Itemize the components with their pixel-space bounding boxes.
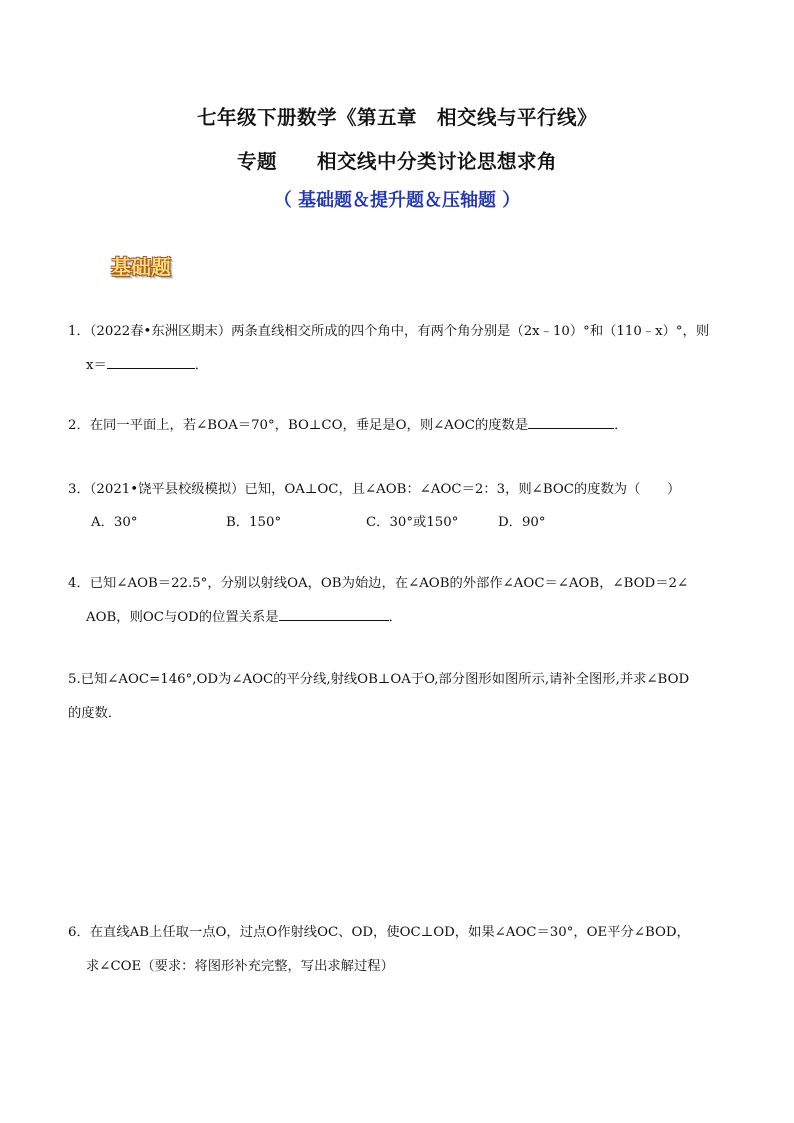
question-5 <box>68 663 738 731</box>
question-2-line-1 <box>68 409 738 443</box>
answer-blank-2[interactable] <box>528 414 614 429</box>
question-6-line-2 <box>68 950 738 984</box>
question-6-line-1-text: 在直线AB上任取一点O，过点O作射线OC、OD，使OC⊥OD，如果∠AOC＝30°，OE平分∠BOD， <box>89 925 690 940</box>
document-title: 七年级下册数学《第五章 相交线与平行线》 <box>196 106 597 129</box>
question-2-text: 在同一平面上，若∠BOA＝70°，BO⊥CO，垂足是O，则∠AOC的度数是 <box>89 418 529 433</box>
answer-blank-4[interactable] <box>279 606 389 621</box>
question-4-line-1-text: 已知∠AOB＝22.5°，分别以射线OA，OB为始边，在∠AOB的外部作∠AOC＝∠AOB，∠BOD＝2∠ <box>89 576 689 591</box>
question-3-number: 3． <box>68 482 90 497</box>
question-4-line-2 <box>68 601 738 635</box>
question-3-text: （2021•饶平县校级模拟）已知，OA⊥OC，且∠AOB：∠AOC＝2：3，则∠BOC的度数为（ ） <box>89 482 681 497</box>
option-d[interactable]: D．90° <box>498 515 546 530</box>
question-5-number: 5. <box>68 672 81 687</box>
option-a[interactable]: A．30° <box>91 515 138 530</box>
question-4-line-1 <box>68 567 738 601</box>
option-b[interactable]: B．150° <box>226 515 282 530</box>
question-6-line-1 <box>68 916 738 950</box>
question-1-line-2 <box>68 349 738 383</box>
question-1-number: 1． <box>68 324 90 339</box>
question-1 <box>68 315 738 383</box>
question-6-line-2-text: 求∠COE（要求：将图形补充完整，写出求解过程） <box>86 959 394 974</box>
question-2-number: 2． <box>68 418 90 433</box>
question-3-line-1 <box>68 473 738 507</box>
question-1-answer-prefix: x＝ <box>86 358 107 373</box>
question-5-line-2 <box>68 697 738 731</box>
section-badge-basic: 基础题 <box>111 255 171 279</box>
question-4-line-2-text: AOB，则OC与OD的位置关系是 <box>86 610 279 625</box>
question-3 <box>68 473 738 507</box>
question-1-end: ． <box>194 358 209 373</box>
question-4-number: 4． <box>68 576 90 591</box>
question-2-end: ． <box>614 418 628 433</box>
document-subtitle: 专题 相交线中分类讨论思想求角 <box>236 150 557 173</box>
answer-blank-1[interactable] <box>107 354 195 369</box>
question-4-end: ． <box>388 610 402 625</box>
question-5-line-1 <box>68 663 738 697</box>
question-1-text: （2022春•东洲区期末）两条直线相交所成的四个角中，有两个角分别是（2x﹣10）°和（110﹣x）°，则 <box>89 324 710 339</box>
question-5-line-1-text: 已知∠AOC=146°,OD为∠AOC的平分线,射线OB⊥OA于O,部分图形如图所示,请补全图形,并求∠BOD <box>80 672 690 687</box>
question-5-line-2-text: 的度数． <box>68 706 122 721</box>
question-4 <box>68 567 738 635</box>
difficulty-levels: （ 基础题＆提升题＆压轴题 ） <box>273 190 521 211</box>
question-1-line-1 <box>68 315 738 349</box>
question-2 <box>68 409 738 443</box>
question-6 <box>68 916 738 984</box>
question-6-number: 6． <box>68 925 90 940</box>
option-c[interactable]: C．30°或150° <box>366 515 459 530</box>
